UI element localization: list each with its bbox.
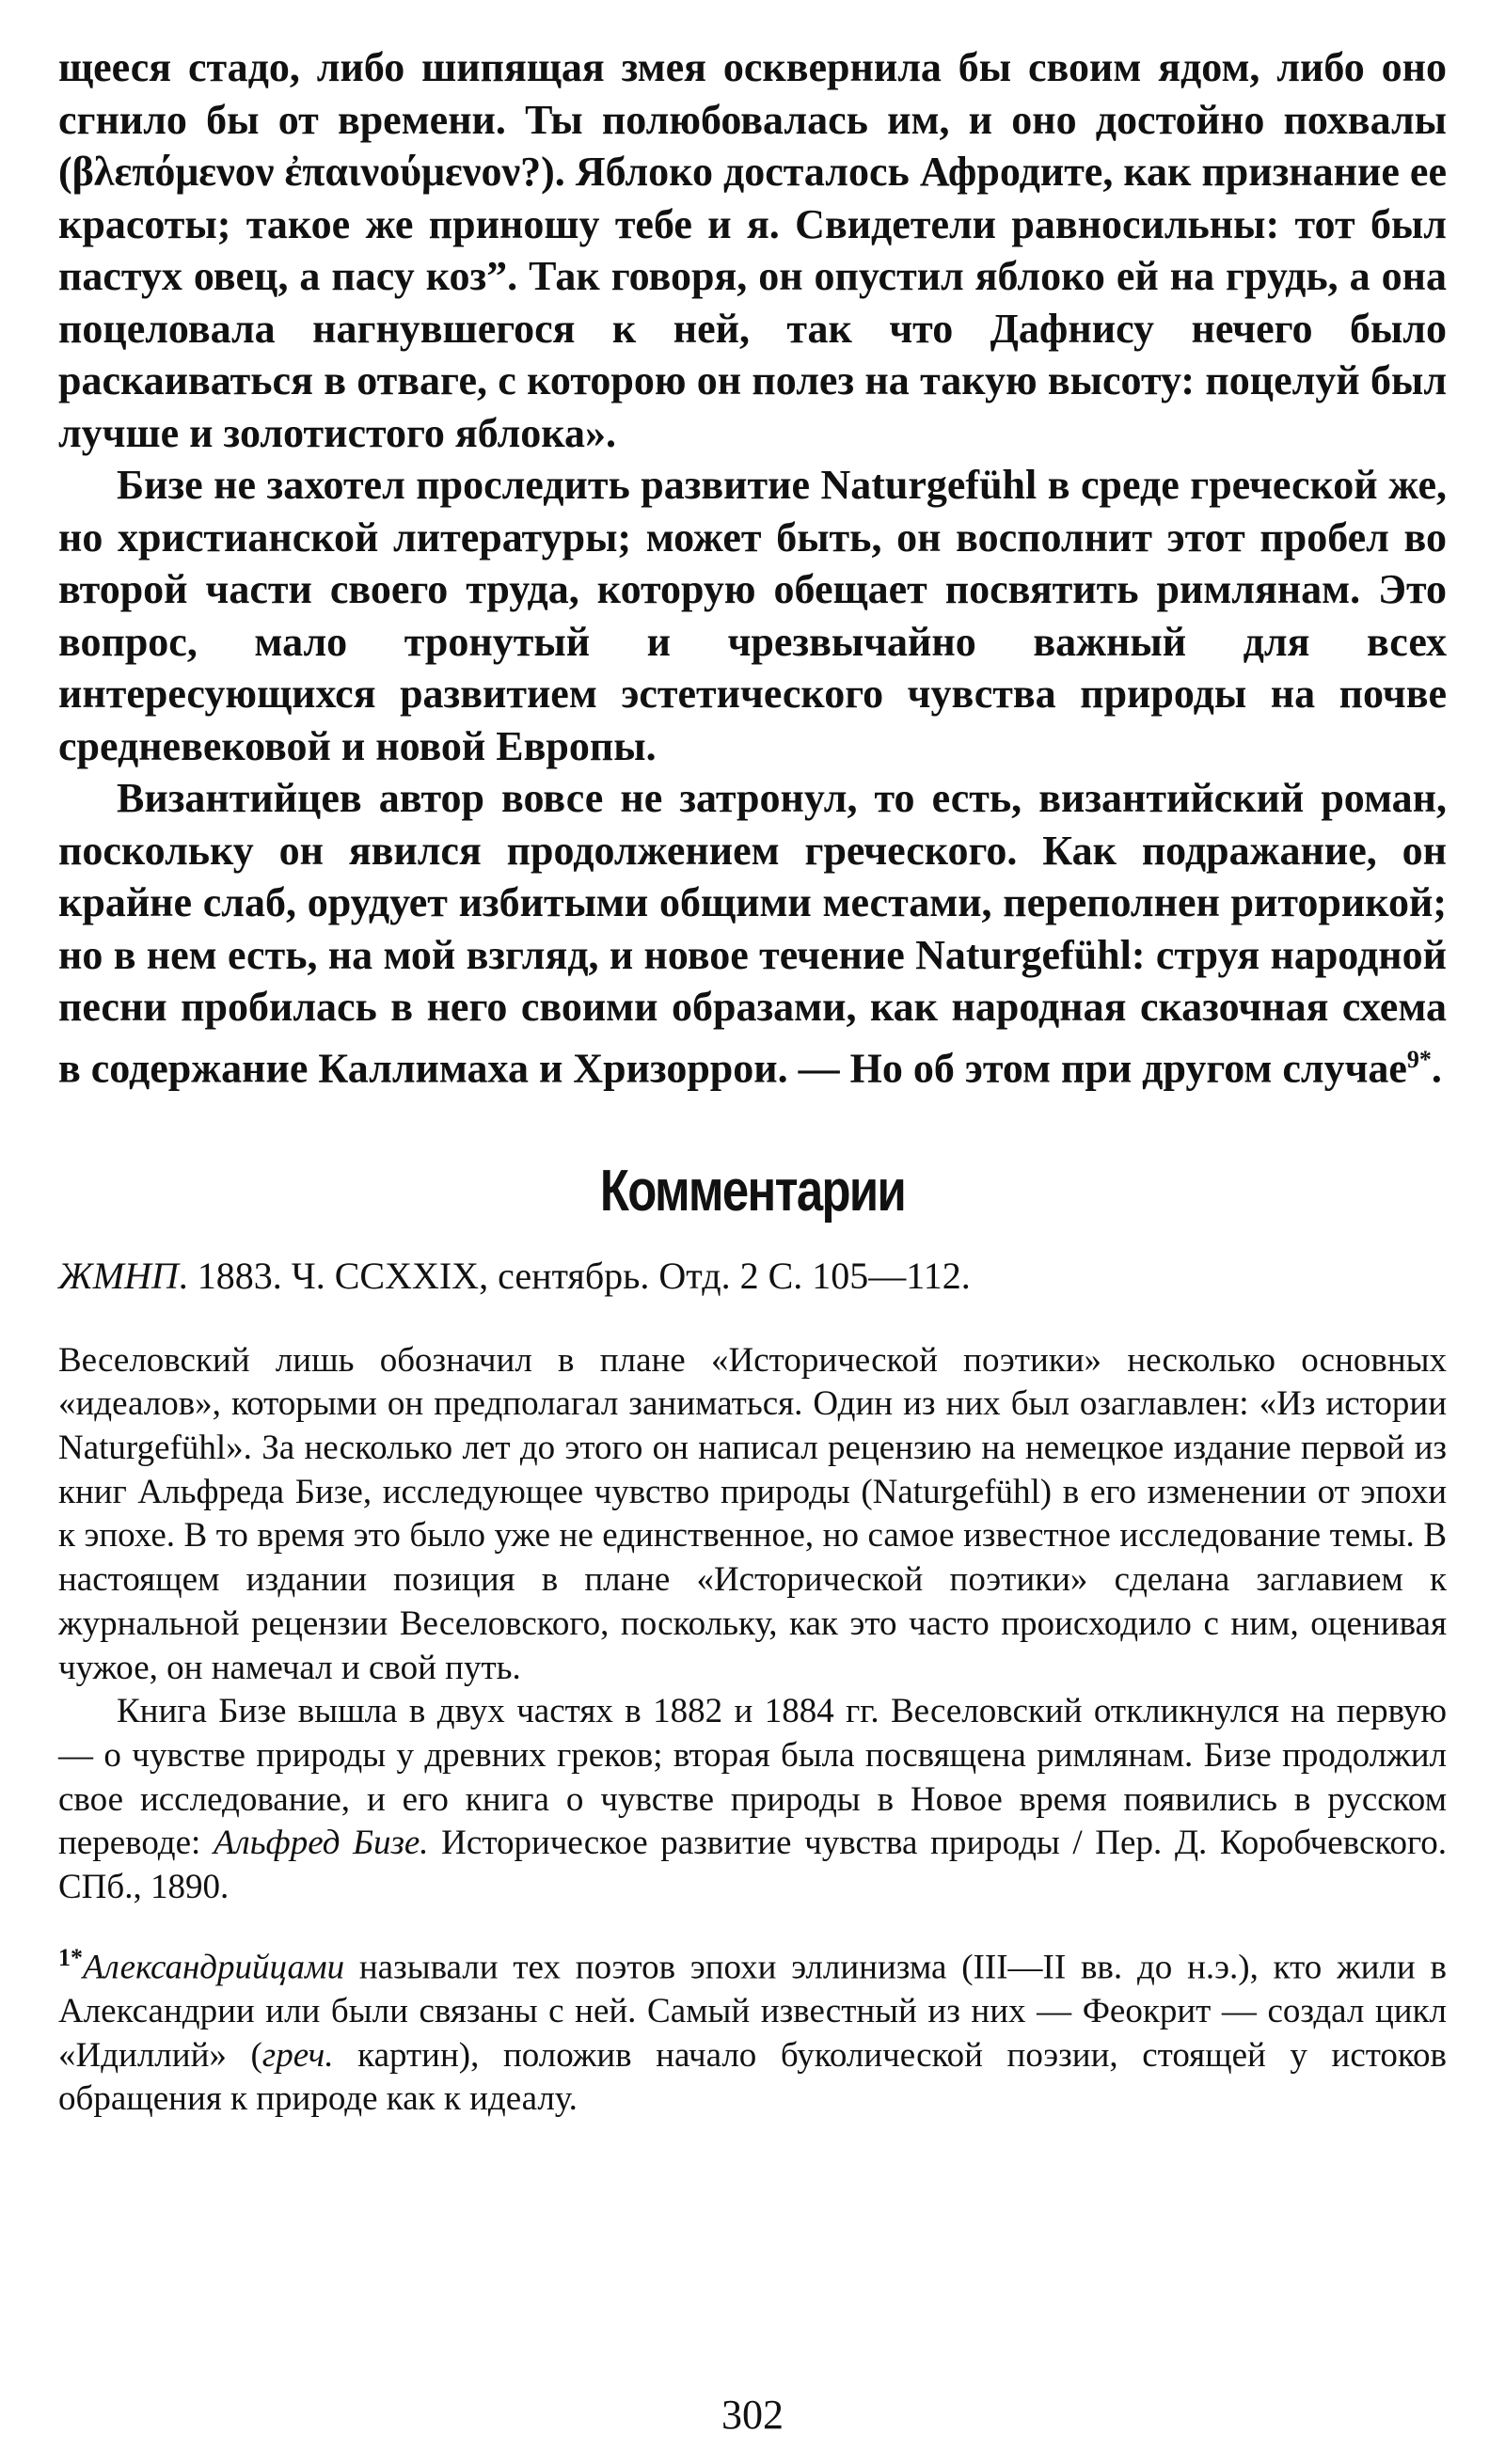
- footnote-term: Александрийцами: [83, 1948, 345, 1987]
- footnote-paragraph: [58, 1936, 1447, 2122]
- source-journal: ЖМНП: [58, 1254, 179, 1297]
- source-details: . 1883. Ч. CCXXIX, сентябрь. Отд. 2 С. 105—112.: [178, 1254, 971, 1297]
- commentary-paragraph-2-text-b: Историческое развитие чувства природы / Пер. Д. Коробчевского. СПб., 1890.: [58, 1824, 1447, 1907]
- commentary-paragraph-2-text-a: Книга Бизе вышла в двух частях в 1882 и 1884 гг. Веселовский откликнулся на первую — о чувстве природы у древних греков; вторая была посвящена римлянам. Бизе продолжил свое исследование, и его книга о чувстве природы в Новое время появились в русском переводе:: [58, 1692, 1447, 1863]
- commentary: [58, 1339, 1447, 1910]
- footnote-text-b: картин), положив начало буколической поэзии, стоящей у истоков обращения к природе как к идеалу.: [58, 2035, 1447, 2119]
- note-reference-9: 9*: [1406, 1045, 1432, 1073]
- commentary-paragraph-1: Веселовский лишь обозначил в плане «Исторической поэтики» несколько основных «идеалов», которыми он предполагал заниматься. Один из них был озаглавлен: «Из истории Naturgefühl». За несколько лет до этого он написал рецензию на немецкое издание первой из книг Альфреда Бизе, исследующее чувство природы (Naturgefühl) в его изменении от эпохи к эпохе. В то время это было уже не единственное, но самое известное исследование темы. В настоящем издании позиция в плане «Исторической поэтики» сделана заглавием к журнальной рецензии Веселовского, поскольку, как это часто происходило с ним, оценивая чужое, он намечал и свой путь.: [58, 1340, 1447, 1687]
- source-citation: [58, 1251, 1447, 1302]
- footnote-mark: 1*: [58, 1943, 83, 1971]
- page: [58, 41, 1447, 2122]
- body-paragraph-2: Бизе не захотел проследить развитие Naturgefühl в среде греческой же, но христианской литературы; может быть, он восполнит этот пробел во второй части своего труда, которую обещает посвятить римлянам. Это вопрос, мало тронутый и чрезвычайно важный для всех интересующихся развитием эстетического чувства природы на почве средневековой и новой Европы.: [58, 462, 1447, 769]
- body-paragraph-3-text: Византийцев автор вовсе не затронул, то есть, византийский роман, поскольку он явился продолжением греческого. Как подражание, он крайне слаб, орудует избитыми общими местами, переполнен риторикой; но в нем есть, на мой взгляд, и новое течение Naturgefühl: струя народной песни пробилась в него своими образами, как народная сказочная схема в содержание Каллимаха и Хризоррои. — Но об этом при другом случае: [58, 775, 1447, 1092]
- page-number: 302: [721, 2392, 784, 2438]
- main-text: [58, 41, 1447, 1095]
- commentary-author: Альфред Бизе.: [213, 1824, 429, 1863]
- body-paragraph-3-end: .: [1431, 1045, 1442, 1092]
- body-paragraph-3: [58, 772, 1447, 1095]
- footnote-text-a: называли тех поэтов эпохи эллинизма (III—II вв. до н.э.), кто жили в Александрии или были связаны с ней. Самый известный из них — Феокрит — создал цикл «Идиллий» (: [58, 1948, 1447, 2075]
- footnote: [58, 1936, 1447, 2122]
- body-paragraph-1: щееся стадо, либо шипящая змея осквернила бы своим ядом, либо оно сгнило бы от времени. Ты полюбовалась им, и оно достойно похвалы (βλεπόμενον ἐπαινούμενον?). Яблоко досталось Афродите, как признание ее красоты; такое же приношу тебе и я. Свидетели равносильны: тот был пастух овец, а пасу коз”. Так говоря, он опустил яблоко ей на грудь, а она поцеловала нагнувшегося к ней, так что Дафнису нечего было раскаиваться в отваге, с которою он полез на такую высоту: поцелуй был лучше и золотистого яблока».: [58, 44, 1447, 456]
- commentary-paragraph-2: [58, 1690, 1447, 1910]
- footnote-lang: греч.: [261, 2035, 334, 2075]
- section-heading: Комментарии: [599, 1158, 906, 1224]
